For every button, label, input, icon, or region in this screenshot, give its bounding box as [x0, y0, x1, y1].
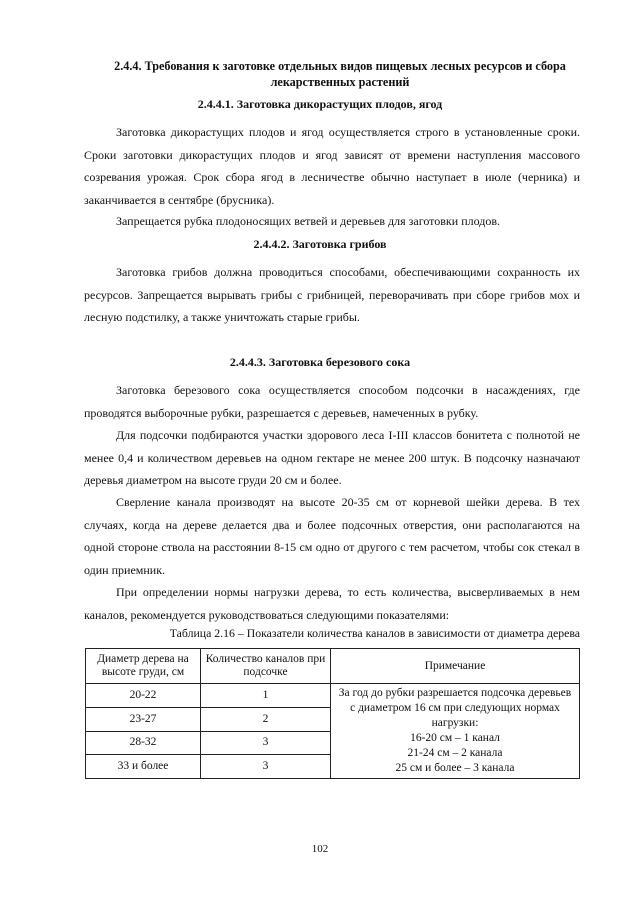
paragraph-sap-3: Сверление канала производят на высоте 20-35 см от корневой шейки дерева. В тех случаях, когда на дереве делается два и более подсочных отверстия, они располагаются на одной стороне ствола на расстоянии 8-15 см одно от другого с тем расчетом, чтобы сок стекал в один приемник. — [84, 495, 580, 577]
channels-table — [85, 648, 580, 779]
page-number: 102 — [311, 843, 329, 855]
subsection-title-sap: 2.4.4.3. Заготовка березового сока — [229, 355, 411, 369]
cell-diameter: 20-22 — [86, 684, 201, 708]
cell-channels: 2 — [201, 707, 331, 731]
cell-channels: 1 — [201, 684, 331, 708]
cell-diameter: 33 и более — [86, 755, 201, 779]
cell-channels: 3 — [201, 755, 331, 779]
note-line: 16-20 см – 1 канал — [410, 732, 500, 744]
table-header-row — [86, 649, 580, 684]
paragraph-fruits-2: Запрещается рубка плодоносящих ветвей и деревьев для заготовки плодов. — [116, 214, 501, 228]
cell-diameter: 23-27 — [86, 707, 201, 731]
header-channels: Количество каналов при подсочке — [201, 649, 331, 684]
note-line: 25 см и более – 3 канала — [395, 762, 515, 774]
paragraph-fruits-1: Заготовка дикорастущих плодов и ягод осуществляется строго в установленные сроки. Сроки заготовки дикорастущих плодов и ягод зависят от времени наступления массового созревания урожая. Срок сбора ягод в лесничестве обычно наступает в июле (черника) и заканчивается в сентябре (брусника). — [84, 125, 580, 207]
paragraph-sap-4: При определении нормы нагрузки дерева, то есть количества, высверливаемых в нем каналов, рекомендуется руководствоваться следующими показателями: — [84, 585, 580, 622]
header-diameter: Диаметр дерева на высоте груди, см — [86, 649, 201, 684]
paragraph-sap-1: Заготовка березового сока осуществляется способом подсочки в насаждениях, где проводятся выборочные рубки, разрешается с деревьев, намеченных в рубку. — [84, 383, 580, 420]
subsection-title-mushrooms: 2.4.4.2. Заготовка грибов — [253, 237, 387, 251]
cell-channels: 3 — [201, 731, 331, 755]
table-caption: Таблица 2.16 – Показатели количества каналов в зависимости от диаметра дерева — [169, 626, 580, 640]
cell-diameter: 28-32 — [86, 731, 201, 755]
subsection-title-fruits: 2.4.4.1. Заготовка дикорастущих плодов, ягод — [197, 97, 443, 111]
section-title: 2.4.4. Требования к заготовке отдельных видов пищевых лесных ресурсов и сбора лекарственных растений — [114, 59, 566, 89]
header-note: Примечание — [331, 649, 580, 684]
paragraph-sap-2: Для подсочки подбираются участки здорового леса I-III классов бонитета с полнотой не менее 0,4 и количеством деревьев на одном гектаре не менее 200 штук. В подсочку назначают деревья диаметром на высоте груди 20 см и более. — [84, 428, 580, 487]
note-line: 21-24 см – 2 канала — [407, 747, 503, 759]
paragraph-mushrooms-1: Заготовка грибов должна проводиться способами, обеспечивающими сохранность их ресурсов. Запрещается вырывать грибы с грибницей, переворачивать при сборе грибов мох и лесную подстилку, а также уничтожать старые грибы. — [84, 265, 580, 324]
cell-note — [331, 684, 580, 779]
table-row — [86, 684, 580, 708]
note-line: За год до рубки разрешается подсочка деревьев с диаметром 16 см при следующих нормах нагрузки: — [338, 687, 572, 729]
